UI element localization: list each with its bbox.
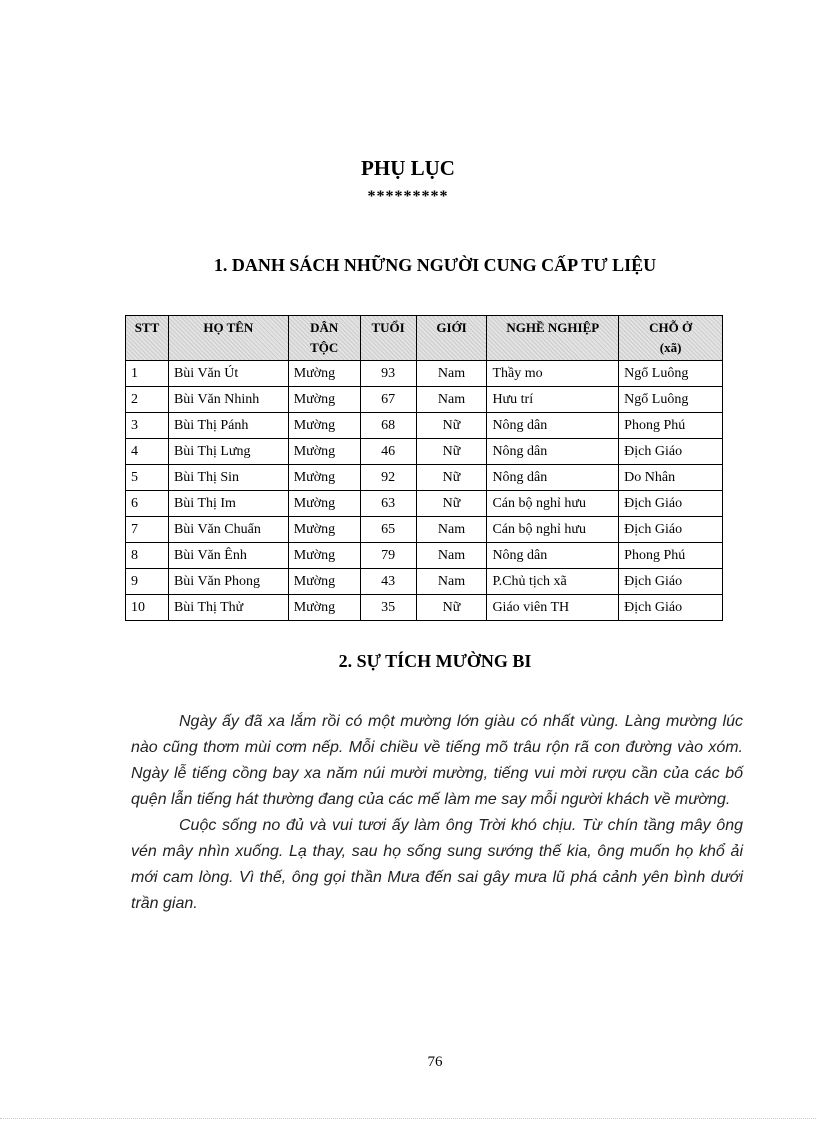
cell-job: Nông dân: [487, 465, 619, 491]
cell-job: Nông dân: [487, 439, 619, 465]
cell-name: Bùi Thị Im: [168, 491, 288, 517]
table-row: [126, 543, 723, 569]
table-row: [126, 465, 723, 491]
cell-name: Bùi Thị Lưng: [168, 439, 288, 465]
story-paragraph: Ngày ấy đã xa lắm rồi có một mường lớn giàu có nhất vùng. Làng mường lúc nào cũng thơm mùi cơm nếp. Mỗi chiều về tiếng mõ trâu rộn rã con đường vào xóm. Ngày lễ tiếng cồng bay xa năm núi mười mường, tiếng vui mời rượu cần của các bố quện lẫn tiếng hát thường đang của các mế làm me say mỗi người khách về mường.: [131, 713, 743, 808]
cell-gender: Nữ: [416, 465, 487, 491]
section-2-heading: 2. SỰ TÍCH MƯỜNG BI: [338, 651, 532, 671]
cell-place: Ngổ Luông: [619, 361, 723, 387]
cell-ethnic: Mường: [288, 465, 360, 491]
cell-job: Cán bộ nghỉ hưu: [487, 517, 619, 543]
cell-ethnic: Mường: [288, 387, 360, 413]
cell-job: Hưu trí: [487, 387, 619, 413]
cell-name: Bùi Thị Sin: [168, 465, 288, 491]
table-row: [126, 517, 723, 543]
cell-place: Địch Giáo: [619, 569, 723, 595]
cell-place: Phong Phú: [619, 413, 723, 439]
cell-gender: Nữ: [416, 595, 487, 621]
cell-age: 67: [360, 387, 416, 413]
cell-gender: Nam: [416, 569, 487, 595]
header-ethnic: DÂN TỘC: [288, 316, 360, 361]
table-header-row: [126, 316, 723, 361]
cell-job: P.Chủ tịch xã: [487, 569, 619, 595]
cell-name: Bùi Văn Út: [168, 361, 288, 387]
cell-ethnic: Mường: [288, 569, 360, 595]
page-number: 76: [427, 1054, 443, 1070]
cell-place: Do Nhân: [619, 465, 723, 491]
cell-stt: 3: [126, 413, 169, 439]
cell-ethnic: Mường: [288, 439, 360, 465]
cell-place: Địch Giáo: [619, 491, 723, 517]
cell-name: Bùi Văn Phong: [168, 569, 288, 595]
header-place: CHỖ Ở (xã): [619, 316, 723, 361]
cell-age: 92: [360, 465, 416, 491]
cell-job: Thầy mo: [487, 361, 619, 387]
cell-job: Cán bộ nghỉ hưu: [487, 491, 619, 517]
cell-place: Phong Phú: [619, 543, 723, 569]
header-name: HỌ TÊN: [168, 316, 288, 361]
cell-gender: Nam: [416, 517, 487, 543]
cell-name: Bùi Thị Thử: [168, 595, 288, 621]
table-row: [126, 491, 723, 517]
cell-age: 46: [360, 439, 416, 465]
cell-stt: 8: [126, 543, 169, 569]
table-row: [126, 361, 723, 387]
informants-table: [125, 315, 723, 621]
cell-age: 93: [360, 361, 416, 387]
cell-stt: 5: [126, 465, 169, 491]
cell-place: Địch Giáo: [619, 517, 723, 543]
cell-ethnic: Mường: [288, 413, 360, 439]
table-row: [126, 413, 723, 439]
cell-place: Ngổ Luông: [619, 387, 723, 413]
cell-job: Nông dân: [487, 543, 619, 569]
cell-stt: 4: [126, 439, 169, 465]
cell-age: 79: [360, 543, 416, 569]
cell-stt: 10: [126, 595, 169, 621]
cell-name: Bùi Văn Ênh: [168, 543, 288, 569]
header-stt: STT: [126, 316, 169, 361]
cell-stt: 6: [126, 491, 169, 517]
cell-age: 65: [360, 517, 416, 543]
story-paragraph: Cuộc sống no đủ và vui tươi ấy làm ông Trời khó chịu. Từ chín tầng mây ông vén mây nhìn xuống. Lạ thay, sau họ sống sung sướng thế kia, ông muốn họ khổ ải mới cam lòng. Vì thế, ông gọi thần Mưa đến sai gây mưa lũ phá cảnh yên bình dưới trần gian.: [131, 817, 743, 912]
cell-gender: Nữ: [416, 413, 487, 439]
page-title: PHỤ LỤC: [361, 156, 455, 180]
cell-place: Địch Giáo: [619, 439, 723, 465]
cell-ethnic: Mường: [288, 517, 360, 543]
table-row: [126, 569, 723, 595]
cell-job: Nông dân: [487, 413, 619, 439]
cell-stt: 7: [126, 517, 169, 543]
cell-name: Bùi Văn Chuẩn: [168, 517, 288, 543]
table-row: [126, 439, 723, 465]
cell-gender: Nam: [416, 387, 487, 413]
cell-gender: Nữ: [416, 439, 487, 465]
cell-age: 43: [360, 569, 416, 595]
cell-place: Địch Giáo: [619, 595, 723, 621]
table-row: [126, 387, 723, 413]
cell-ethnic: Mường: [288, 543, 360, 569]
cell-stt: 2: [126, 387, 169, 413]
section-1-heading: 1. DANH SÁCH NHỮNG NGƯỜI CUNG CẤP TƯ LIỆU: [213, 255, 657, 275]
cell-gender: Nữ: [416, 491, 487, 517]
cell-age: 68: [360, 413, 416, 439]
cell-ethnic: Mường: [288, 361, 360, 387]
story-text: [131, 709, 743, 917]
cell-name: Bùi Văn Nhinh: [168, 387, 288, 413]
cell-ethnic: Mường: [288, 595, 360, 621]
cell-age: 35: [360, 595, 416, 621]
cell-age: 63: [360, 491, 416, 517]
cell-ethnic: Mường: [288, 491, 360, 517]
cell-stt: 9: [126, 569, 169, 595]
cell-gender: Nam: [416, 361, 487, 387]
header-gender: GIỚI: [416, 316, 487, 361]
table-row: [126, 595, 723, 621]
cell-job: Giáo viên TH: [487, 595, 619, 621]
header-age: TUỔI: [360, 316, 416, 361]
page-bottom-rule: [0, 1118, 816, 1119]
title-separator: *********: [367, 188, 449, 205]
cell-name: Bùi Thị Pánh: [168, 413, 288, 439]
cell-gender: Nam: [416, 543, 487, 569]
cell-stt: 1: [126, 361, 169, 387]
header-job: NGHỀ NGHIỆP: [487, 316, 619, 361]
